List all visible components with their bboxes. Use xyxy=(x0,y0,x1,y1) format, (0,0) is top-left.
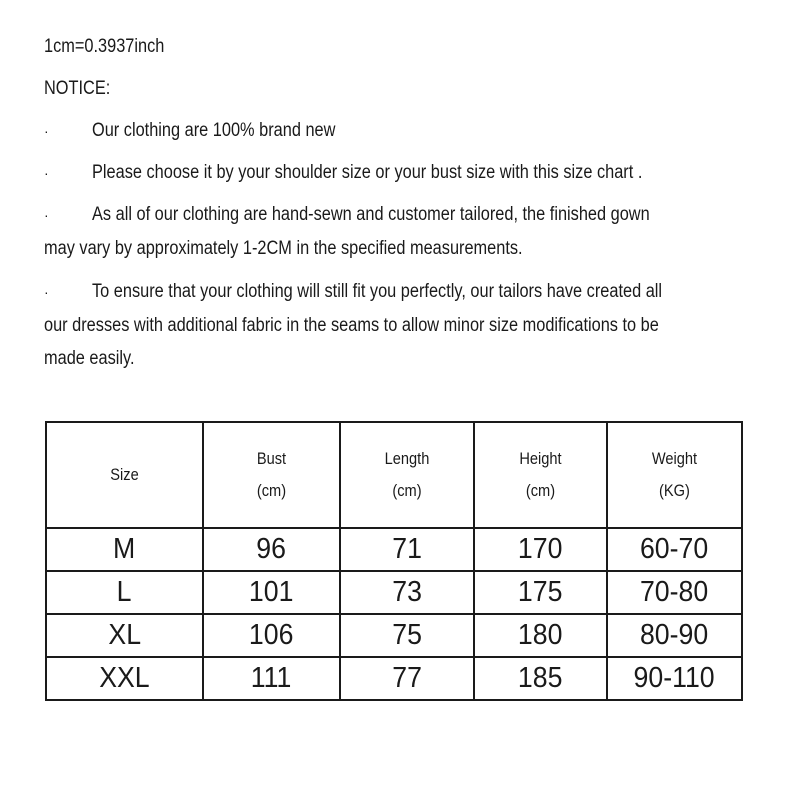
cell-weight xyxy=(607,571,742,614)
table-header-row xyxy=(46,422,742,528)
header-height-label: Height xyxy=(519,449,562,468)
cell-size xyxy=(46,571,203,614)
cell-weight xyxy=(607,657,742,700)
cell-length xyxy=(340,657,474,700)
header-length xyxy=(340,422,474,528)
cell-bust xyxy=(203,614,340,657)
cell-value: XXL xyxy=(99,662,150,694)
cell-value: 77 xyxy=(392,662,422,694)
cell-height xyxy=(474,614,607,657)
header-bust-label: Bust xyxy=(256,449,287,468)
header-weight-unit: (KG) xyxy=(659,481,690,500)
cell-value: 185 xyxy=(518,662,563,694)
notice-item-3-line-2: may vary by approximately 1-2CM in the specified measurements. xyxy=(44,238,523,259)
cell-value: 80-90 xyxy=(640,619,709,651)
table-row xyxy=(46,657,742,700)
cell-value: 170 xyxy=(518,533,563,565)
size-chart-table xyxy=(45,421,743,701)
cell-value: 101 xyxy=(249,576,294,608)
bullet-1: · xyxy=(44,123,49,139)
cell-bust xyxy=(203,571,340,614)
cell-bust xyxy=(203,528,340,571)
header-weight xyxy=(607,422,742,528)
notice-item-1: Our clothing are 100% brand new xyxy=(92,120,336,141)
cell-value: 180 xyxy=(518,619,563,651)
cell-weight xyxy=(607,528,742,571)
cell-value: XL xyxy=(108,619,141,651)
cell-value: M xyxy=(113,533,136,565)
table-row xyxy=(46,528,742,571)
header-length-unit: (cm) xyxy=(392,481,422,500)
cell-height xyxy=(474,657,607,700)
cell-bust xyxy=(203,657,340,700)
notice-heading: NOTICE: xyxy=(44,78,111,99)
notice-item-2: Please choose it by your shoulder size or your bust size with this size chart . xyxy=(92,162,643,183)
header-bust xyxy=(203,422,340,528)
bullet-2: · xyxy=(44,165,49,181)
header-weight-label: Weight xyxy=(651,449,698,468)
cell-height xyxy=(474,571,607,614)
cell-value: 111 xyxy=(251,662,292,694)
cell-size xyxy=(46,528,203,571)
bullet-3: · xyxy=(44,207,49,223)
cell-value: 73 xyxy=(392,576,422,608)
notice-item-4-line-2: our dresses with additional fabric in the seams to allow minor size modifications to be xyxy=(44,315,659,336)
bullet-4: · xyxy=(44,284,49,300)
notice-item-4-line-1: To ensure that your clothing will still fit you perfectly, our tailors have created all xyxy=(92,281,663,302)
header-height-unit: (cm) xyxy=(525,481,556,500)
cell-value: 75 xyxy=(392,619,422,651)
cell-value: 60-70 xyxy=(640,533,709,565)
header-size-label: Size xyxy=(110,465,139,484)
header-height xyxy=(474,422,607,528)
header-bust-unit: (cm) xyxy=(256,481,287,500)
header-length-label: Length xyxy=(384,449,430,468)
notice-item-3-line-1: As all of our clothing are hand-sewn and customer tailored, the finished gown xyxy=(92,204,650,225)
cell-height xyxy=(474,528,607,571)
cell-length xyxy=(340,528,474,571)
cell-value: 71 xyxy=(392,533,422,565)
cell-value: 90-110 xyxy=(633,662,716,694)
cell-value: 96 xyxy=(256,533,287,565)
cell-value: 106 xyxy=(249,619,294,651)
table-row xyxy=(46,614,742,657)
table-row xyxy=(46,571,742,614)
cell-length xyxy=(340,614,474,657)
cell-weight xyxy=(607,614,742,657)
notice-item-4-line-3: made easily. xyxy=(44,348,135,369)
header-size xyxy=(46,422,203,528)
cell-length xyxy=(340,571,474,614)
cell-value: L xyxy=(117,576,132,608)
cell-size xyxy=(46,614,203,657)
cell-value: 175 xyxy=(518,576,563,608)
cell-value: 70-80 xyxy=(640,576,709,608)
cell-size xyxy=(46,657,203,700)
unit-conversion: 1cm=0.3937inch xyxy=(44,36,165,57)
